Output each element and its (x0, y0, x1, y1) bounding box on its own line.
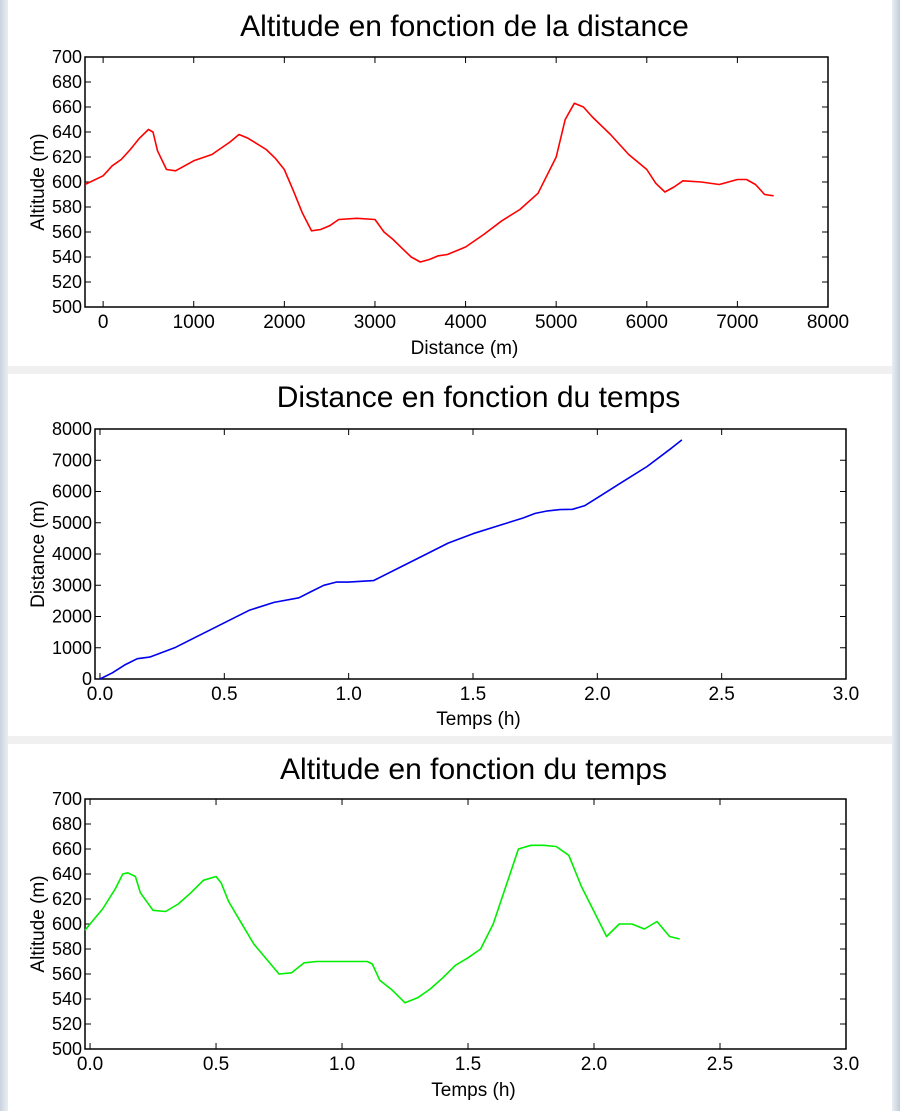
chart-panel-altitude-distance (8, 0, 892, 366)
x-tick-label: 5000 (535, 312, 578, 333)
y-tick-label: 540 (51, 247, 82, 267)
y-tick-label: 580 (51, 939, 82, 959)
x-tick-label: 4000 (444, 312, 487, 333)
x-tick-label: 3.0 (832, 1054, 860, 1075)
y-tick-label: 540 (51, 989, 82, 1009)
x-tick-label: 1.0 (335, 684, 362, 705)
y-tick-label: 640 (51, 864, 82, 884)
y-tick-label: 700 (51, 789, 82, 809)
y-tick-label: 7000 (51, 450, 92, 471)
x-tick-label: 0.5 (211, 684, 238, 705)
y-tick-label: 6000 (51, 481, 92, 502)
chart-panel-altitude-time (8, 744, 892, 1111)
y-tick-label: 1000 (51, 637, 92, 658)
x-tick-label: 1000 (172, 312, 215, 333)
x-tick-label: 2.5 (708, 684, 735, 705)
x-tick-label: 2.5 (706, 1054, 734, 1075)
chart-title: Altitude en fonction de la distance (240, 10, 689, 43)
y-tick-label: 560 (51, 222, 82, 242)
plot-area (85, 799, 846, 1049)
y-tick-label: 4000 (51, 544, 92, 564)
plot-area (95, 429, 846, 679)
y-tick-label: 520 (51, 1014, 82, 1034)
chart-panel-distance-time (8, 374, 892, 736)
figure-window (8, 0, 892, 1111)
y-tick-label: 620 (51, 889, 82, 909)
y-axis-label: Distance (m) (28, 500, 49, 608)
y-tick-label: 600 (51, 172, 82, 192)
y-tick-label: 5000 (51, 512, 92, 533)
x-tick-label: 2.0 (584, 684, 611, 705)
x-axis-label: Temps (h) (431, 1080, 516, 1101)
x-tick-label: 0.5 (202, 1054, 230, 1075)
x-tick-label: 1.0 (328, 1054, 356, 1075)
y-axis-label: Altitude (m) (28, 133, 49, 231)
x-tick-label: 6000 (625, 312, 668, 333)
x-tick-label: 1.5 (459, 684, 487, 705)
window-right-border (892, 0, 900, 1111)
y-tick-label: 560 (51, 964, 82, 984)
x-tick-label: 0.0 (86, 684, 114, 705)
x-axis-label: Distance (m) (410, 338, 519, 359)
x-tick-label: 2.0 (580, 1054, 608, 1075)
y-tick-label: 600 (51, 914, 82, 934)
y-tick-label: 660 (51, 839, 82, 859)
x-tick-label: 2000 (263, 312, 306, 333)
plot-area (85, 57, 828, 307)
y-tick-label: 680 (51, 72, 82, 92)
y-tick-label: 680 (51, 814, 82, 834)
x-tick-label: 3000 (353, 312, 397, 333)
y-tick-label: 660 (51, 97, 82, 117)
x-tick-label: 0.0 (76, 1054, 104, 1075)
chart-distance-vs-time (8, 374, 892, 736)
y-tick-label: 620 (51, 147, 82, 167)
x-tick-label: 1.5 (454, 1054, 482, 1075)
y-tick-label: 3000 (51, 575, 92, 596)
y-tick-label: 520 (51, 272, 82, 292)
window-left-border (0, 0, 8, 1111)
y-axis-label: Altitude (m) (28, 875, 49, 973)
y-tick-label: 2000 (51, 606, 92, 627)
chart-altitude-vs-time (8, 744, 892, 1111)
y-tick-label: 640 (51, 122, 82, 142)
y-tick-label: 500 (51, 297, 82, 317)
y-tick-label: 500 (51, 1039, 82, 1059)
y-tick-label: 0 (81, 669, 92, 689)
y-tick-label: 580 (51, 197, 82, 217)
chart-altitude-vs-distance (8, 0, 892, 366)
y-tick-label: 8000 (51, 419, 92, 439)
x-tick-label: 0 (97, 312, 109, 333)
chart-title: Altitude en fonction du temps (280, 753, 667, 786)
chart-title: Distance en fonction du temps (276, 381, 681, 414)
x-tick-label: 8000 (806, 312, 850, 333)
x-tick-label: 3.0 (832, 684, 860, 705)
x-axis-label: Temps (h) (436, 709, 521, 730)
x-tick-label: 7000 (716, 312, 759, 333)
y-tick-label: 700 (51, 47, 82, 67)
